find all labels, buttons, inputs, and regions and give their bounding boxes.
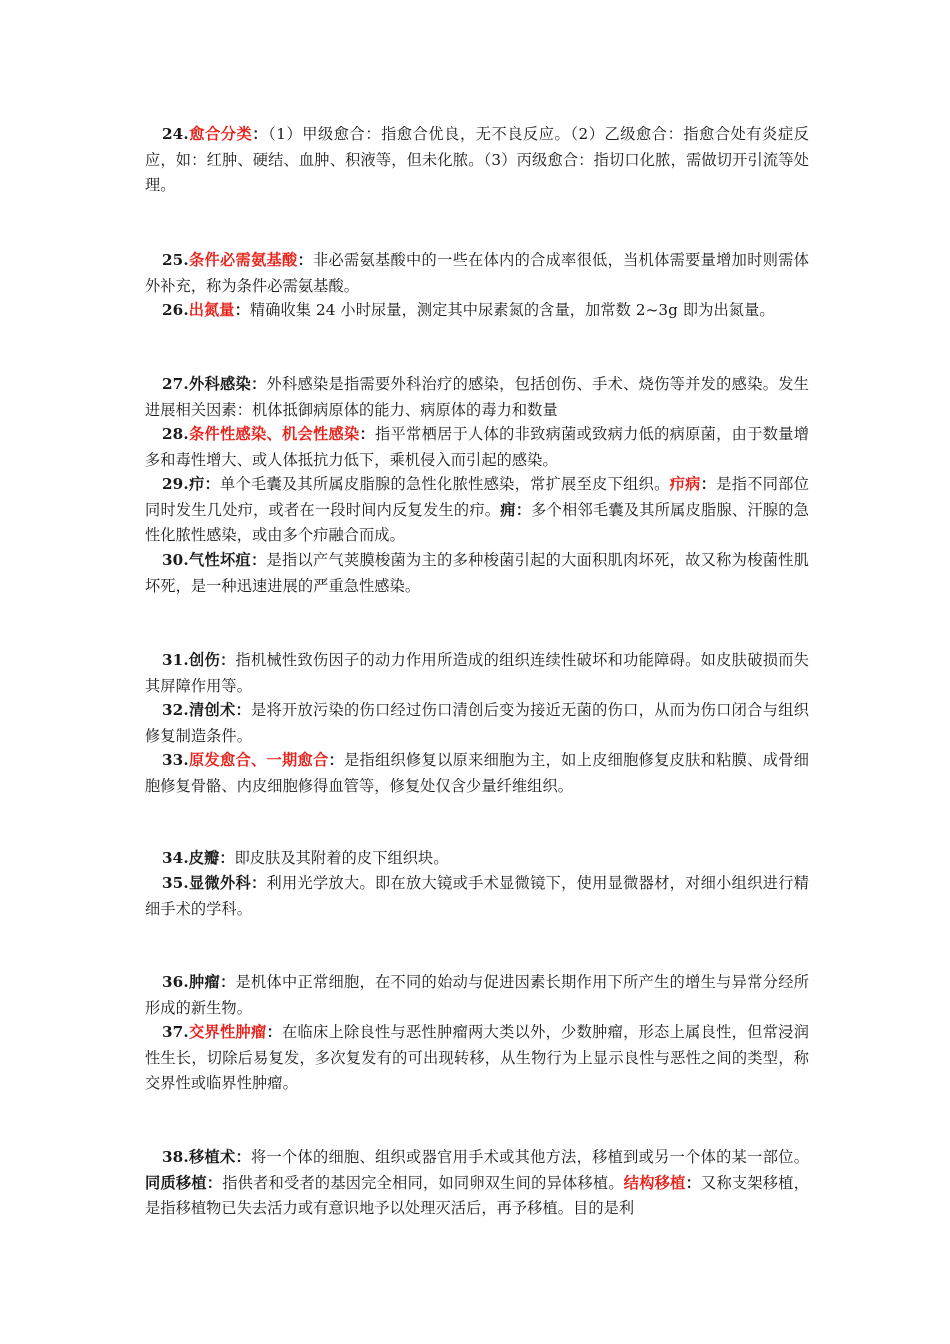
entry-colon-2: ：: [206, 1173, 223, 1192]
entry-term-3: 结构移植: [623, 1173, 686, 1192]
entry-text: 非必需氨基酸中的一些在体内的合成率很低，当机体需要量增加时则需体外补充，称为条件必需氨基酸。: [145, 251, 809, 295]
entry-term: 清创术: [188, 701, 236, 719]
entry-number: 30.: [162, 551, 189, 569]
entry-text-2: 指供者和受者的基因完全相同，如同卵双生间的异体移植。: [222, 1173, 624, 1192]
entry-text: （1）甲级愈合：指愈合优良，无不良反应。（2）乙级愈合：指愈合处有炎症反应，如：红肿、硬结、血肿、积液等，但未化脓。（3）丙级愈合：指切口化脓，需做切开引流等处理。: [145, 125, 809, 194]
entry-text-3: 多个相邻毛囊及其所属皮脂腺、汗腺的急性化脓性感染，或由多个疖融合而成。: [145, 500, 809, 544]
entry-term: 疖: [188, 475, 205, 493]
entry-text: 是指以产气荚膜梭菌为主的多种梭菌引起的大面积肌肉坏死，故又称为梭菌性肌坏死，是一种迅速进展的严重急性感染。: [145, 551, 809, 595]
entry-term: 外科感染: [188, 375, 251, 393]
entry-number: 29.: [162, 475, 189, 493]
entry-text: 外科感染是指需要外科治疗的感染，包括创伤、手术、烧伤等并发的感染。发生进展相关因素：机体抵御病原体的能力、病原体的毒力和数量: [145, 375, 809, 419]
entry-27: [145, 372, 809, 423]
entry-38: [145, 1145, 809, 1222]
entry-number: 26.: [162, 301, 189, 319]
entry-colon-3: ：: [685, 1173, 702, 1192]
entry-colon: ：: [219, 849, 235, 867]
entry-text-2: 是指不同部位同时发生几处疖，或者在一段时间内反复发生的疖。: [145, 475, 810, 519]
entry-colon-3: ：: [515, 500, 532, 519]
entry-colon: ：: [235, 701, 251, 719]
entry-term: 气性坏疽: [188, 551, 251, 569]
entry-colon: ：: [250, 375, 267, 393]
entry-35: [145, 871, 809, 922]
entry-colon: ：: [297, 251, 314, 269]
entry-text: 是指组织修复以原来细胞为主，如上皮细胞修复皮肤和粘膜、成骨细胞修复骨骼、内皮细胞修得血管等，修复处仅含少量纤维组织。: [145, 751, 809, 795]
entry-number: 38.: [162, 1148, 189, 1166]
entry-colon: ：: [250, 551, 267, 569]
entry-text: 是机体中正常细胞，在不同的始动与促进因素长期作用下所产生的增生与异常分经所形成的新生物。: [145, 973, 809, 1017]
entry-colon: ：: [266, 1023, 282, 1041]
entry-number: 37.: [162, 1023, 189, 1041]
entry-34: [145, 846, 809, 872]
entry-term-2: 疖病: [669, 475, 701, 493]
entry-colon: ：: [219, 973, 236, 991]
entry-term-3: 痈: [500, 500, 516, 519]
entry-29: [145, 472, 809, 549]
entry-37: [145, 1020, 809, 1097]
entry-term: 原发愈合、一期愈合: [188, 751, 329, 769]
entry-number: 33.: [162, 751, 189, 769]
entry-term: 交界性肿瘤: [188, 1023, 267, 1041]
entry-term: 移植术: [188, 1148, 236, 1166]
entry-term: 条件性感染、机会性感染: [188, 425, 360, 443]
entry-text: 即皮肤及其附着的皮下组织块。: [234, 849, 449, 867]
entry-term: 皮瓣: [188, 849, 220, 867]
entry-colon: ：: [328, 751, 345, 769]
entry-25: [145, 248, 809, 299]
entry-number: 36.: [162, 973, 189, 991]
entry-number: 24.: [162, 125, 189, 143]
entry-colon: ：: [359, 425, 376, 443]
entry-text: 利用光学放大。即在放大镜或手术显微镜下，使用显微器材，对细小组织进行精细手术的学科。: [145, 874, 809, 918]
entry-number: 32.: [162, 701, 189, 719]
entry-28: [145, 422, 809, 473]
entry-colon: ：: [250, 874, 267, 892]
entry-colon: ：: [252, 125, 269, 143]
entry-colon: ：: [204, 475, 220, 493]
entry-30: [145, 548, 809, 599]
entry-text: 将一个体的细胞、组织或器官用手术或其他方法，移植到或另一个体的某一部位。: [251, 1148, 809, 1166]
entry-text: 指机械性致伤因子的动力作用所造成的组织连续性破坏和功能障碍。如皮肤破损而失其屏障作用等。: [145, 651, 809, 695]
entry-term: 创伤: [188, 651, 220, 669]
entry-26: [145, 298, 809, 324]
entry-colon: ：: [219, 651, 236, 669]
entry-number: 31.: [162, 651, 189, 669]
entry-number: 28.: [162, 425, 189, 443]
entry-text: 单个毛囊及其所属皮脂腺的急性化脓性感染，常扩展至皮下组织。: [219, 475, 670, 493]
entry-term: 愈合分类: [188, 125, 253, 143]
entry-number: 35.: [162, 874, 189, 892]
entry-text: 是将开放污染的伤口经过伤口清创后变为接近无菌的伤口，从而为伤口闭合与组织修复制造条件。: [145, 701, 809, 745]
entry-text: 精确收集 24 小时尿量，测定其中尿素氮的含量，加常数 2~3g 即为出氮量。: [249, 301, 775, 319]
entry-colon: ：: [235, 1148, 251, 1166]
entry-number: 25.: [162, 251, 189, 269]
entry-term: 显微外科: [188, 874, 251, 892]
entry-33: [145, 748, 809, 799]
entry-24: [145, 122, 809, 199]
entry-term: 出氮量: [188, 301, 235, 319]
entry-colon: ：: [234, 301, 250, 319]
entry-term: 条件必需氨基酸: [188, 251, 298, 269]
entry-text: 指平常栖居于人体的非致病菌或致病力低的病原菌，由于数量增多和毒性增大、或人体抵抗力低下，乘机侵入而引起的感染。: [145, 425, 809, 469]
entry-32: [145, 698, 809, 749]
entry-number: 34.: [162, 849, 189, 867]
entry-colon-2: ：: [700, 475, 717, 493]
entry-36: [145, 970, 809, 1021]
entry-term: 肿瘤: [188, 973, 220, 991]
entry-31: [145, 648, 809, 699]
entry-text-3: 又称支架移植，是指移植物已失去活力或有意识地予以处理灭活后，再予移植。目的是利: [145, 1173, 809, 1217]
entry-term-2: 同质移植: [145, 1173, 207, 1192]
entry-number: 27.: [162, 375, 189, 393]
entry-text: 在临床上除良性与恶性肿瘤两大类以外，少数肿瘤，形态上属良性，但常浸润性生长，切除后易复发，多次复发有的可出现转移，从生物行为上显示良性与恶性之间的类型，称交界性或临界性肿瘤。: [145, 1023, 809, 1092]
